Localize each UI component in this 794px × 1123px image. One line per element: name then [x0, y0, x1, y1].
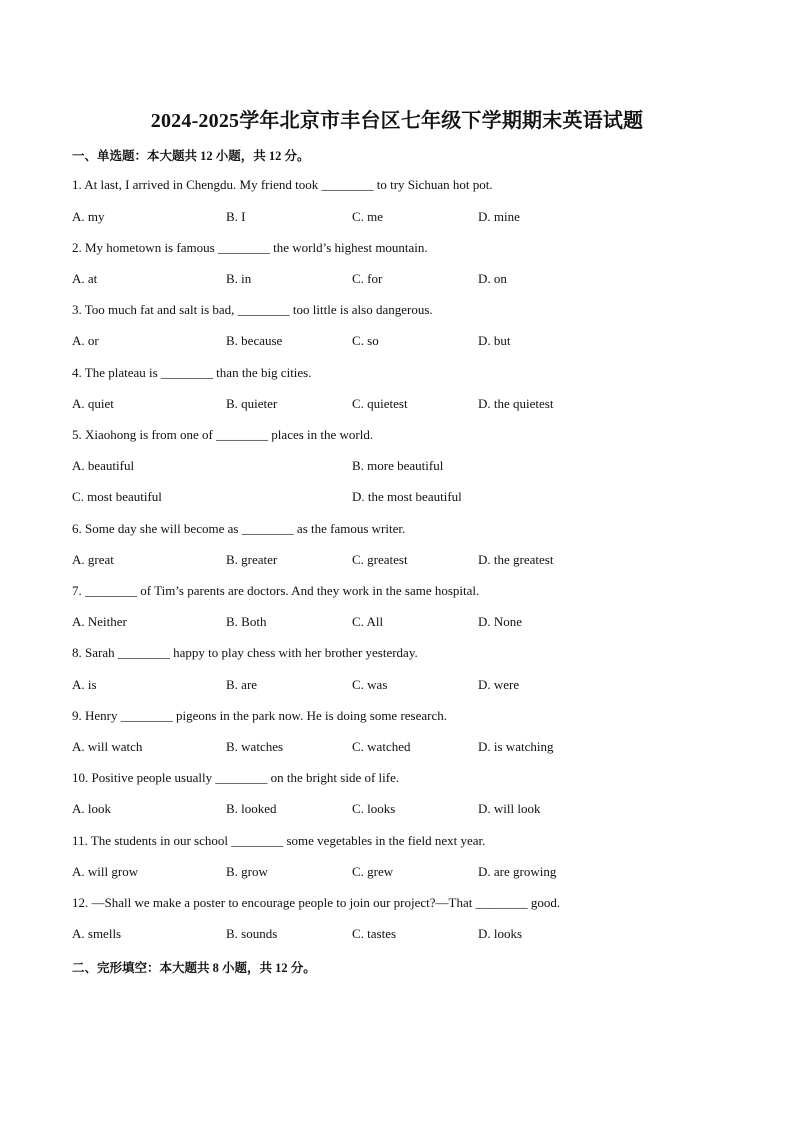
question-11-stem: 11. The students in our school ________ some vegetables in the field next year.: [72, 833, 486, 848]
question-12-option-d: D. looks: [478, 926, 523, 941]
section-heading-single-choice: 一、单选题：本大题共 12 小题，共 12 分。: [72, 149, 310, 163]
question-9-option-a: A. will watch: [72, 739, 143, 754]
question-7-option-d: D. None: [478, 614, 523, 629]
question-11-option-b: B. grow: [226, 864, 268, 879]
question-11-option-c: C. grew: [352, 864, 394, 879]
question-4-option-b: B. quieter: [226, 396, 278, 411]
question-9-stem: 9. Henry ________ pigeons in the park now. He is doing some research.: [72, 708, 447, 723]
question-8-option-c: C. was: [352, 677, 388, 692]
question-8-option-a: A. is: [72, 677, 97, 692]
question-5-option-c: C. most beautiful: [72, 489, 162, 504]
question-3-option-d: D. but: [478, 333, 511, 348]
question-4-option-a: A. quiet: [72, 396, 114, 411]
question-9-option-c: C. watched: [352, 739, 411, 754]
question-6-option-a: A. great: [72, 552, 114, 567]
question-9-option-d: D. is watching: [478, 739, 554, 754]
question-7-option-c: C. All: [352, 614, 384, 629]
question-6-option-c: C. greatest: [352, 552, 408, 567]
question-10-option-b: B. looked: [226, 801, 277, 816]
question-8-stem: 8. Sarah ________ happy to play chess with her brother yesterday.: [72, 645, 418, 660]
question-2-option-c: C. for: [352, 271, 383, 286]
question-12-option-a: A. smells: [72, 926, 122, 941]
question-6-option-d: D. the greatest: [478, 552, 554, 567]
question-2-option-b: B. in: [226, 271, 252, 286]
question-2-stem: 2. My hometown is famous ________ the world’s highest mountain.: [72, 240, 428, 255]
question-7-option-a: A. Neither: [72, 614, 127, 629]
question-12-option-c: C. tastes: [352, 926, 397, 941]
question-3-option-a: A. or: [72, 333, 99, 348]
question-3-stem: 3. Too much fat and salt is bad, ________ too little is also dangerous.: [72, 302, 433, 317]
question-7-stem: 7. ________ of Tim’s parents are doctors. And they work in the same hospital.: [72, 583, 480, 598]
question-8-option-b: B. are: [226, 677, 258, 692]
question-4-stem: 4. The plateau is ________ than the big cities.: [72, 365, 312, 380]
question-1-option-c: C. me: [352, 209, 384, 224]
question-10-option-d: D. will look: [478, 801, 541, 816]
question-12-option-b: B. sounds: [226, 926, 278, 941]
question-1-stem: 1. At last, I arrived in Chengdu. My friend took ________ to try Sichuan hot pot.: [72, 177, 493, 192]
question-6-option-b: B. greater: [226, 552, 278, 567]
question-3-option-c: C. so: [352, 333, 379, 348]
question-1-option-b: B. I: [226, 209, 246, 224]
question-5-option-d: D. the most beautiful: [352, 489, 462, 504]
question-7-option-b: B. Both: [226, 614, 267, 629]
question-5-option-b: B. more beautiful: [352, 458, 444, 473]
question-9-option-b: B. watches: [226, 739, 284, 754]
question-1-option-d: D. mine: [478, 209, 520, 224]
question-4-option-c: C. quietest: [352, 396, 408, 411]
question-10-stem: 10. Positive people usually ________ on the bright side of life.: [72, 770, 400, 785]
question-2-option-d: D. on: [478, 271, 507, 286]
question-11-option-a: A. will grow: [72, 864, 139, 879]
question-2-option-a: A. at: [72, 271, 98, 286]
question-10-option-a: A. look: [72, 801, 111, 816]
question-11-option-d: D. are growing: [478, 864, 557, 879]
question-12-stem: 12. —Shall we make a poster to encourage people to join our project?—That ________ good.: [72, 895, 561, 910]
question-8-option-d: D. were: [478, 677, 520, 692]
question-5-option-a: A. beautiful: [72, 458, 135, 473]
question-5-stem: 5. Xiaohong is from one of ________ places in the world.: [72, 427, 374, 442]
question-6-stem: 6. Some day she will become as ________ as the famous writer.: [72, 521, 406, 536]
question-10-option-c: C. looks: [352, 801, 396, 816]
question-3-option-b: B. because: [226, 333, 283, 348]
exam-title: 2024-2025学年北京市丰台区七年级下学期期末英语试题: [150, 110, 644, 132]
question-1-option-a: A. my: [72, 209, 105, 224]
question-4-option-d: D. the quietest: [478, 396, 554, 411]
section-heading-cloze: 二、完形填空：本大题共 8 小题，共 12 分。: [72, 961, 316, 975]
